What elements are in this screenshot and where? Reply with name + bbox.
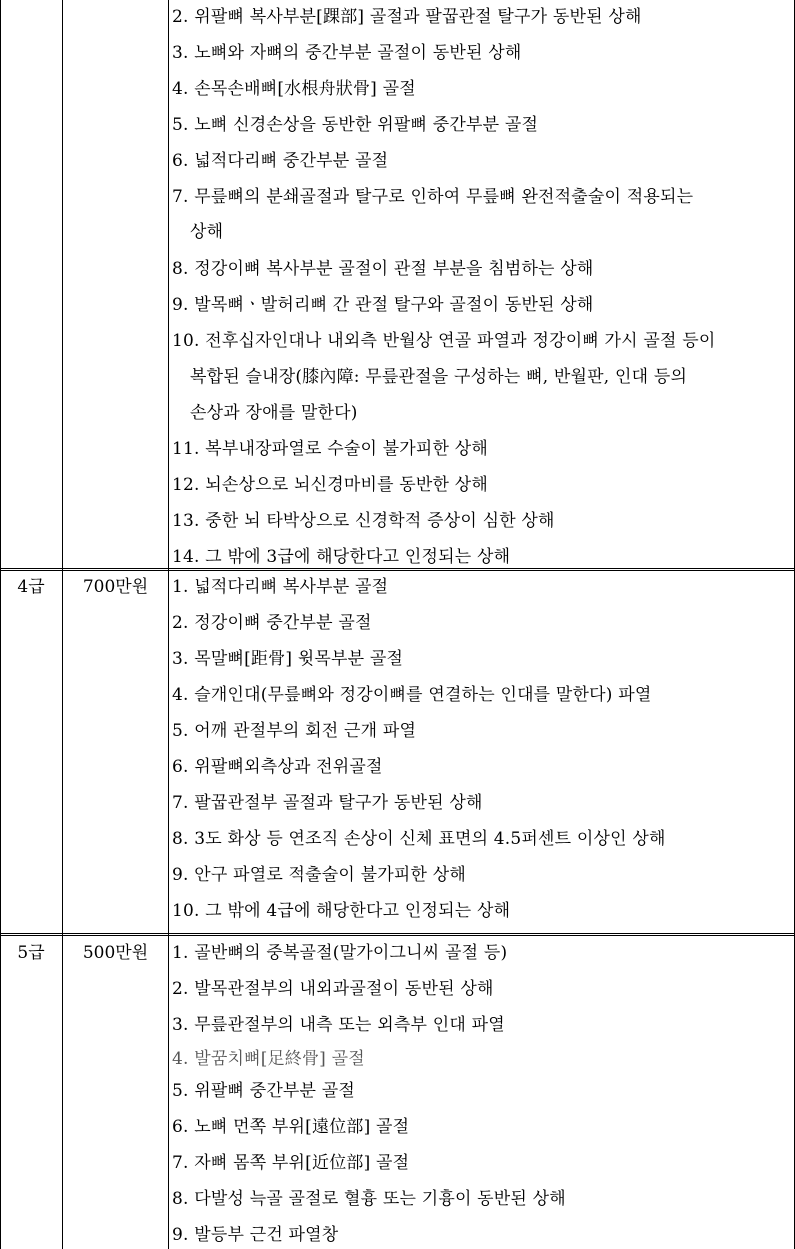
- list-item: 3. 목말뼈[距骨] 윗목부분 골절: [172, 649, 404, 669]
- list-item: 2. 위팔뼈 복사부분[踝部] 골절과 팔꿉관절 탈구가 동반된 상해: [172, 7, 642, 27]
- list-item: 1. 넓적다리뼈 복사부분 골절: [172, 577, 389, 597]
- list-item: 6. 위팔뼈외측상과 전위골절: [172, 757, 383, 777]
- list-item: 8. 다발성 늑골 골절로 혈흉 또는 기흉이 동반된 상해: [172, 1189, 566, 1209]
- list-item: 8. 정강이뼈 복사부분 골절이 관절 부분을 침범하는 상해: [172, 259, 594, 279]
- amount-cell: 500만원: [82, 943, 149, 963]
- amount-cell: 700만원: [82, 577, 149, 597]
- list-item-continuation: 손상과 장애를 말한다): [190, 403, 358, 423]
- list-item: 8. 3도 화상 등 연조직 손상이 신체 표면의 4.5퍼센트 이상인 상해: [172, 829, 666, 849]
- list-item: 5. 노뼈 신경손상을 동반한 위팔뼈 중간부분 골절: [172, 115, 539, 135]
- list-item: 10. 그 밖에 4급에 해당한다고 인정되는 상해: [172, 901, 511, 921]
- list-item: 9. 발목뼈ㆍ발허리뼈 간 관절 탈구와 골절이 동반된 상해: [172, 295, 594, 315]
- column-divider-grade: [62, 0, 63, 1249]
- list-item: 6. 넓적다리뼈 중간부분 골절: [172, 151, 389, 171]
- list-item: 7. 자뼈 몸쪽 부위[近位部] 골절: [172, 1153, 410, 1173]
- list-item: 9. 안구 파열로 적출술이 불가피한 상해: [172, 865, 466, 885]
- column-divider-amount: [168, 0, 169, 1249]
- list-item: 12. 뇌손상으로 뇌신경마비를 동반한 상해: [172, 475, 489, 495]
- list-item: 4. 슬개인대(무릎뼈와 정강이뼈를 연결하는 인대를 말한다) 파열: [172, 685, 652, 705]
- list-item-continuation: 복합된 슬내장(膝內障: 무릎관절을 구성하는 뼈, 반월판, 인대 등의: [190, 367, 688, 387]
- list-item: 4. 발꿈치뼈[足終骨] 골절: [172, 1049, 365, 1069]
- list-item: 2. 정강이뼈 중간부분 골절: [172, 613, 372, 633]
- list-item: 11. 복부내장파열로 수술이 불가피한 상해: [172, 439, 489, 459]
- list-item: 5. 어깨 관절부의 회전 근개 파열: [172, 721, 417, 741]
- row-divider-grade-5: [0, 933, 795, 936]
- list-item: 13. 중한 뇌 타박상으로 신경학적 증상이 심한 상해: [172, 511, 555, 531]
- list-item: 14. 그 밖에 3급에 해당한다고 인정되는 상해: [172, 547, 511, 567]
- list-item: 3. 노뼈와 자뼈의 중간부분 골절이 동반된 상해: [172, 43, 522, 63]
- list-item: 5. 위팔뼈 중간부분 골절: [172, 1081, 356, 1101]
- list-item: 7. 무릎뼈의 분쇄골절과 탈구로 인하여 무릎뼈 완전적출술이 적용되는: [172, 187, 694, 207]
- grade-cell: 4급: [17, 577, 45, 597]
- list-item: 4. 손목손배뼈[水根舟狀骨] 골절: [172, 79, 416, 99]
- list-item: 10. 전후십자인대나 내외측 반월상 연골 파열과 정강이뼈 가시 골절 등이: [172, 331, 716, 351]
- row-divider-grade-4: [0, 568, 795, 571]
- table-border-left: [0, 0, 1, 1249]
- list-item: 7. 팔꿉관절부 골절과 탈구가 동반된 상해: [172, 793, 483, 813]
- list-item: 1. 골반뼈의 중복골절(말가이그니씨 골절 등): [172, 943, 508, 963]
- list-item: 2. 발목관절부의 내외과골절이 동반된 상해: [172, 979, 494, 999]
- list-item: 3. 무릎관절부의 내측 또는 외측부 인대 파열: [172, 1015, 505, 1035]
- list-item: 9. 발등부 근건 파열창: [172, 1225, 339, 1245]
- grade-cell: 5급: [17, 943, 45, 963]
- list-item-continuation: 상해: [190, 222, 224, 242]
- list-item: 6. 노뼈 먼쪽 부위[遠位部] 골절: [172, 1117, 410, 1137]
